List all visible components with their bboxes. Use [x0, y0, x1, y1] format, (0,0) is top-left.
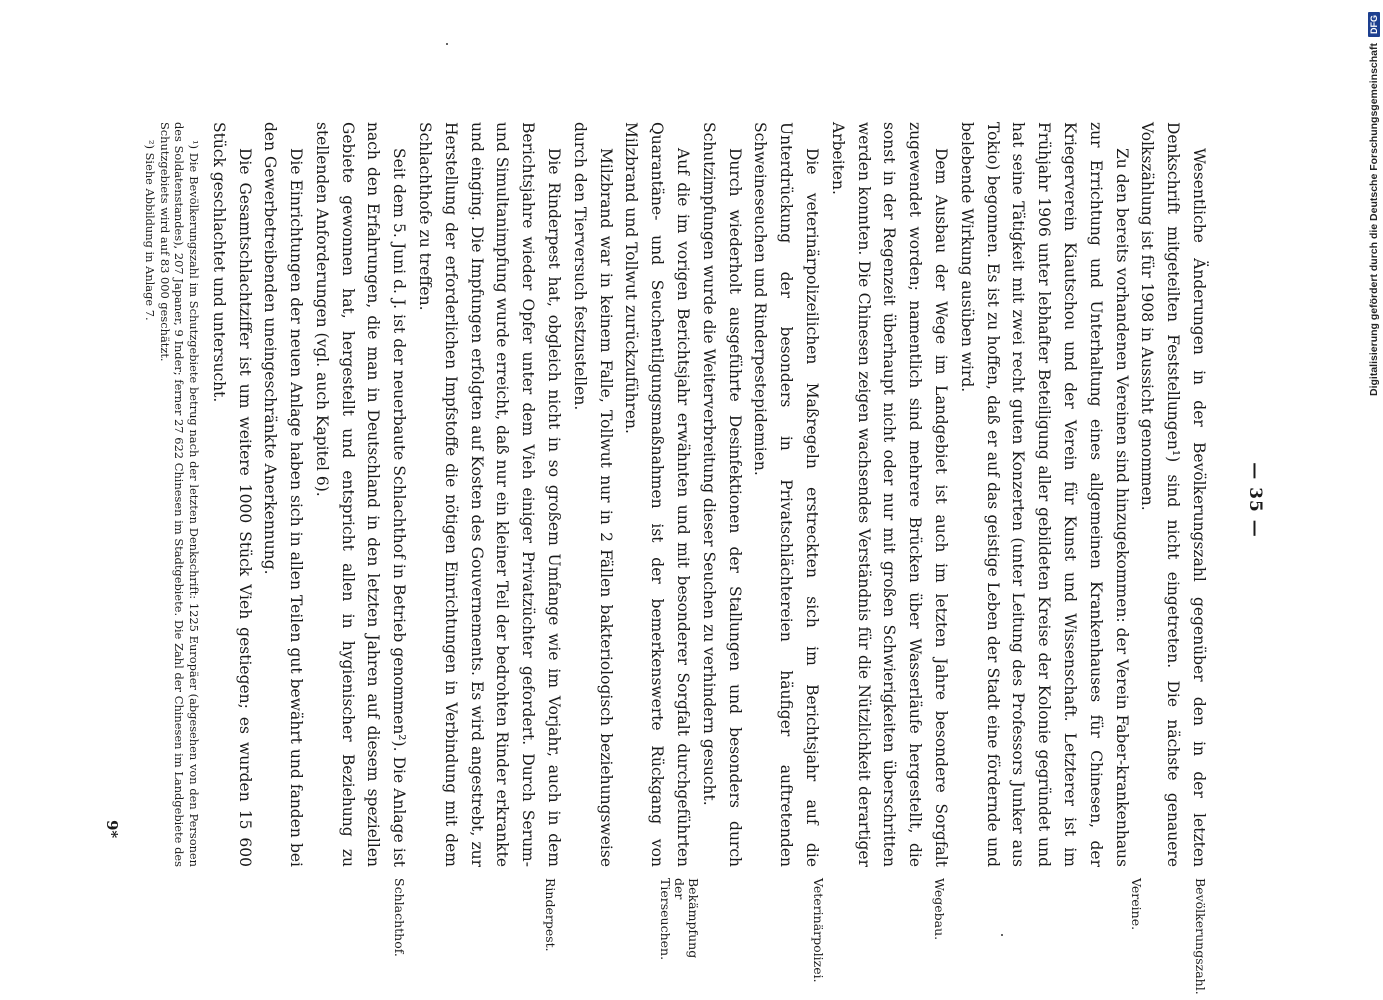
paragraph: Die veterinärpolizeilichen Maßregeln erstreckten sich im Berichtsjahr auf die Unterdrückung der besonders in Privatschlächtereien häufiger auftretenden Schweineseuchen und Rinderpestepidemien.: [751, 122, 822, 867]
paragraph: Die Gesamtschlachtziffer ist um weitere 1000 Stück Vieh gestiegen; es wurden 15 600 Stück geschlachtet und untersucht.: [209, 122, 254, 867]
digitization-strip: [1366, 0, 1382, 1000]
margin-note-bevoelkerung: Bevölkerungszahl.: [1193, 878, 1208, 995]
margin-note-veterinaer: Veterinärpolizei.: [811, 878, 826, 983]
footnote: ¹) Die Bevölkerungszahl im Schutzgebiete betrug nach der letzten Denkschrift: 1225 Europäer (abgesehen von den Personen des Soldatenstandes), 207 Japaner, 9 Inder; ferner 27 622 Chinesen im Stadtgebiete. Die Zahl der Chinesen im Landgebiete des Schutzgebiets wird auf 83 000 geschätzt.: [158, 122, 201, 867]
paragraph: Die Rinderpest hat, obgleich nicht in so großem Umfange wie im Vorjahr, auch in dem Berichtsjahre wieder Opfer unter dem Vieh einiger Privatzüchter gefordert. Durch Serum- und Simultanimpfung wurde erreicht, daß nur ein kleiner Teil der bedrohten Rinder erkrankte und einging. Die Impfungen erfolgten auf Kosten des Gouvernements. Es wird angestrebt, zur Herstellung der erforderlichen Impfstoffe die nötigen Einrichtungen in Verbindung mit dem Schlachthofe zu treffen.: [416, 122, 564, 867]
signature-mark: 9*: [103, 820, 121, 839]
paragraph: Dem Ausbau der Wege im Landgebiet ist auch im letzten Jahre besondere Sorgfalt zugewendet worden; namentlich sind mehrere Brücken über Wasserläufe hergestellt, die sonst in der Regenzeit überhaupt nicht oder nur mit großen Schwierigkeiten überschritten werden konnten. Die Chinesen zeigen wachsendes Verständnis für die Nützlichkeit derartiger Arbeiten.: [828, 122, 951, 867]
paragraph: Auf die im vorigen Berichtsjahr erwähnten und mit besonderer Sorgfalt durchgeführten Quarantäne- und Seuchentilgungsmaßnahmen ist der bemerkenswerte Rückgang von Milzbrand und Tollwut zurückzuführen.: [622, 122, 693, 867]
body-text: [205, 122, 1211, 867]
footnote: ²) Siehe Abbildung in Anlage 7.: [143, 140, 158, 321]
dfg-logo: DFG: [1368, 12, 1380, 37]
paragraph: Durch wiederholt ausgeführte Desinfektionen der Stallungen und besonders durch Schutzimpfungen wurde die Weiterverbreitung dieser Seuchen zu verhindern gesucht.: [699, 122, 744, 867]
scan-speck: [446, 43, 448, 45]
margin-note-wegebau: Wegebau.: [932, 878, 947, 941]
paragraph: Milzbrand war in keinem Falle, Tollwut nur in 2 Fällen bakteriologisch beziehungsweise durch den Tierversuch festzustellen.: [570, 122, 615, 867]
margin-note-tierseuchen: Bekämpfung der Tierseuchen.: [658, 878, 701, 961]
digitization-note: Digitalisierung gefördert durch die Deutsche Forschungsgemeinschaft: [1368, 43, 1380, 396]
margin-note-vereine: Vereine.: [1129, 878, 1144, 931]
page-number: — 35 —: [1245, 462, 1265, 538]
paragraph: Die Einrichtungen der neuen Anlage haben sich in allen Teilen gut bewährt und fanden bei den Gewerbetreibenden uneingeschränkte Anerkennung.: [261, 122, 306, 867]
paragraph: Wesentliche Änderungen in der Bevölkerungszahl gegenüber den in der letzten Denkschrift mitgeteilten Feststellungen¹) sind nicht eingetreten. Die nächste genauere Volkszählung ist für 1908 in Aussicht genommen.: [1138, 122, 1208, 867]
scan-speck: [1001, 934, 1003, 936]
paragraph: Zu den bereits vorhandenen Vereinen sind hinzugekommen: der Verein Faber-krankenhaus zur Errichtung und Unterhaltung eines allgemeinen Krankenhauses für Chinesen, der Kriegerverein Kiautschou und der Verein für Kunst und Wissenschaft. Letzterer ist im Frühjahr 1906 unter lebhafter Beteiligung aller gebildeten Kreise der Kolonie gegründet und hat seine Tätigkeit mit zwei recht guten Konzerten (unter Leitung des Professors Junker aus Tokio) begonnen. Es ist zu hoffen, daß er auf das geistige Leben der Stadt eine fördernde und belebende Wirkung ausüben wird.: [957, 122, 1131, 867]
margin-note-schlachthof: Schlachthof.: [392, 878, 407, 957]
margin-note-rinderpest: Rinderpest.: [543, 878, 558, 952]
paragraph: Seit dem 5. Juni d. J. ist der neuerbaute Schlachthof in Betrieb genommen²). Die Anlage ist nach den Erfahrungen, die man in Deutschland in den letzten Jahren auf diesem speziellen Gebiete gewonnen hat, hergestellt und entspricht allen in hygienischer Beziehung zu stellenden Anforderungen (vgl. auch Kapitel 6).: [312, 122, 409, 867]
footnotes: [143, 122, 201, 867]
